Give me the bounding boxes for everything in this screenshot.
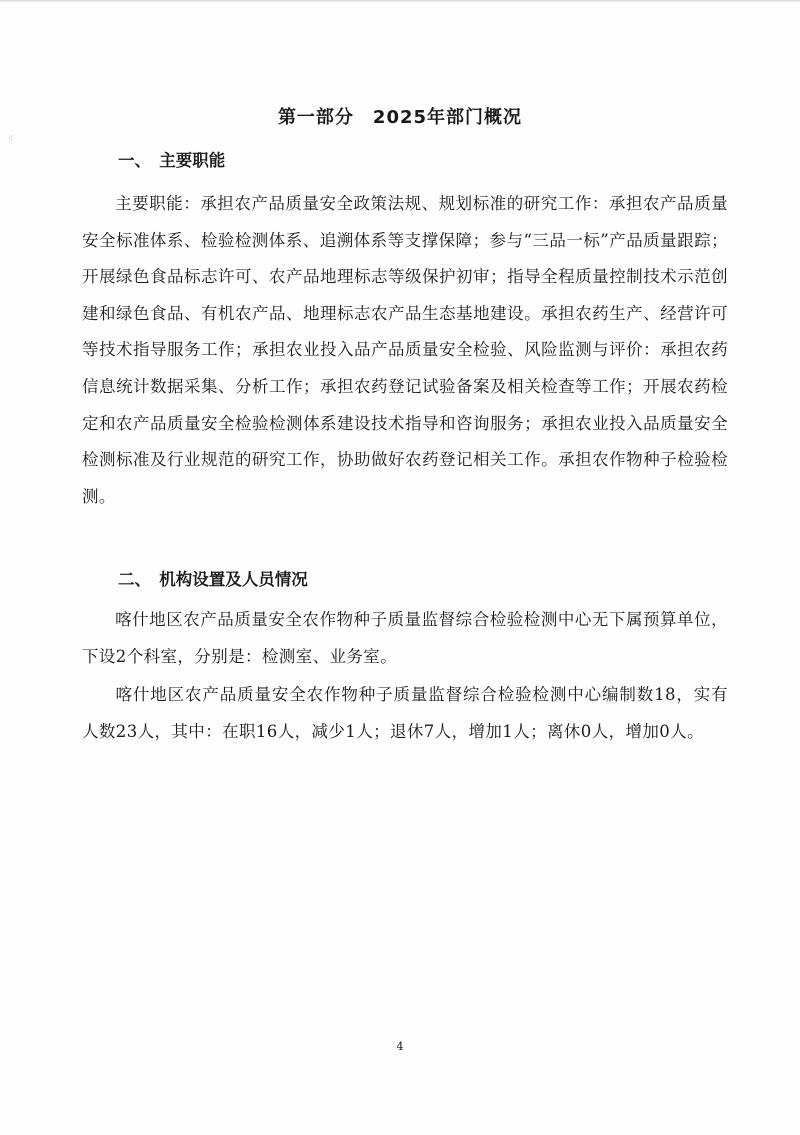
paragraph-organization <box>82 602 728 675</box>
section-heading-organization-staffing: 二、 机构设置及人员情况 <box>118 570 308 589</box>
paragraph-main-functions <box>82 186 728 515</box>
paragraph-text: 喀什地区农产品质量安全农作物种子质量监督综合检验检测中心编制数18，实有人数23人，其中：在职16人，减少1人；退休7人，增加1人；离休0人，增加0人。 <box>82 685 728 741</box>
paragraph-text: 喀什地区农产品质量安全农作物种子质量监督综合检验检测中心无下属预算单位，下设2个科室，分别是：检测室、业务室。 <box>82 610 728 666</box>
scan-edge <box>0 0 800 3</box>
scan-speck-mark: ⁖ <box>8 134 14 144</box>
paragraph-text: 主要职能：承担农产品质量安全政策法规、规划标准的研究工作：承担农产品质量安全标准体系、检验检测体系、追溯体系等支撑保障；参与“三品一标”产品质量跟踪；开展绿色食品标志许可、农产品地理标志等级保护初审；指导全程质量控制技术示范创建和绿色食品、有机农产品、地理标志农产品生态基地建设。承担农药生产、经营许可等技术指导服务工作；承担农业投入品产品质量安全检验、风险监测与评价：承担农药信息统计数据采集、分析工作；承担农药登记试验备案及相关检查等工作；开展农药检定和农产品质量安全检验检测体系建设技术指导和咨询服务；承担农业投入品质量安全检测标准及行业规范的研究工作，协助做好农药登记相关工作。承担农作物种子检验检测。 <box>82 194 728 506</box>
section-heading-main-functions: 一、 主要职能 <box>118 151 226 170</box>
page-title: 第一部分 2025年部门概况 <box>277 107 523 128</box>
paragraph-staffing <box>82 677 728 750</box>
page-number: 4 <box>396 1040 404 1053</box>
